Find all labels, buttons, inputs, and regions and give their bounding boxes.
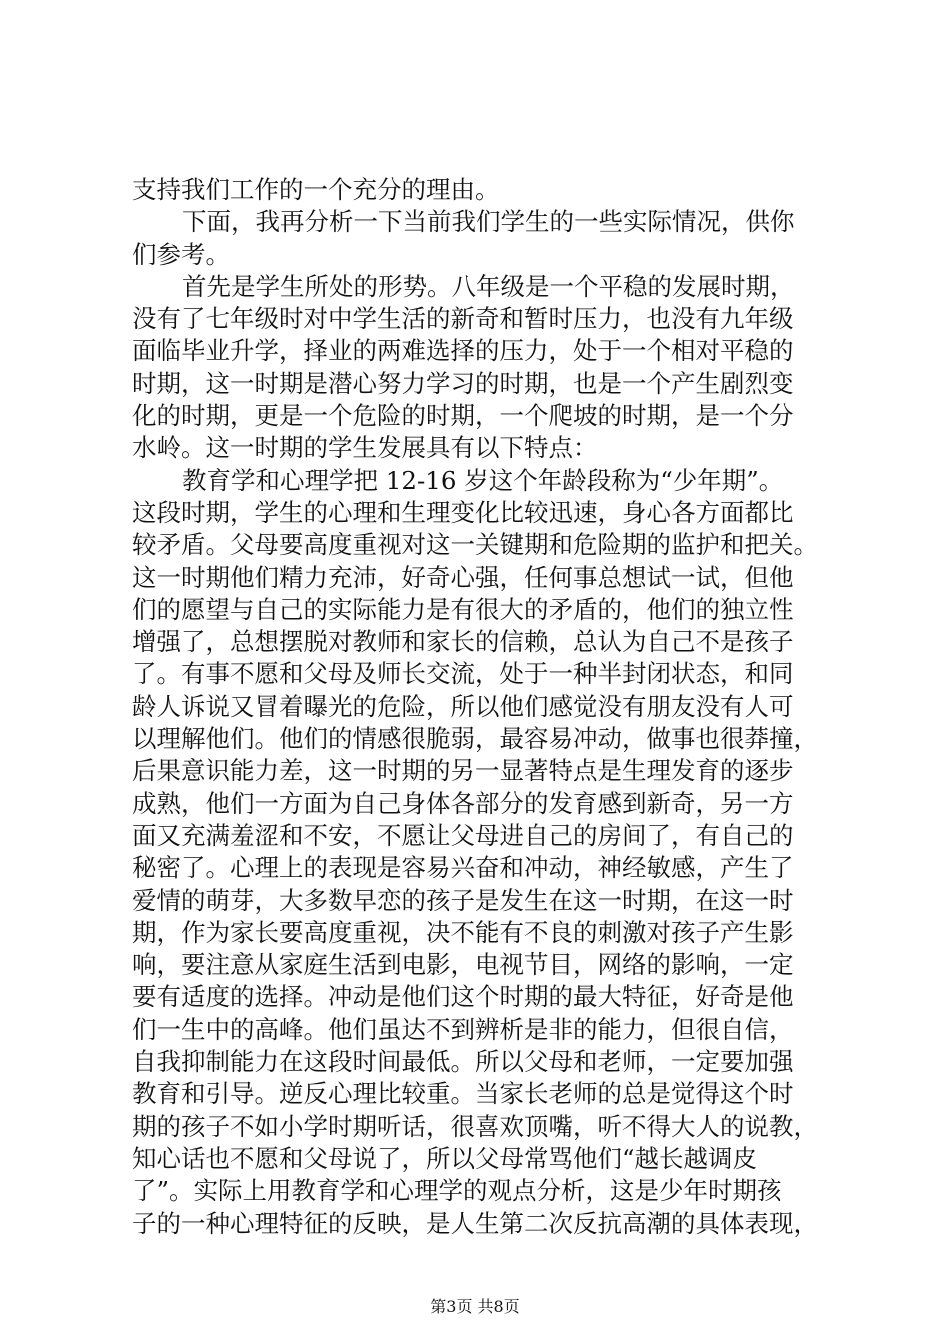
text-line: 水岭。这一时期的学生发展具有以下特点： <box>132 433 598 463</box>
text-line: 教育和引导。逆反心理比较重。当家长老师的总是觉得这个时 <box>132 1079 794 1109</box>
text-line: 响，要注意从家庭生活到电影，电视节目，网络的影响，一定 <box>132 950 794 980</box>
text-line: 这一时期他们精力充沛，好奇心强，任何事总想试一试，但他 <box>132 562 794 592</box>
text-line: 自我抑制能力在这段时间最低。所以父母和老师，一定要加强 <box>132 1047 794 1077</box>
page-footer: 第3页 共8页 <box>430 1297 520 1316</box>
text-line: 支持我们工作的一个充分的理由。 <box>132 175 500 204</box>
text-line: 们参考。 <box>132 239 230 269</box>
text-line: 了”。实际上用教育学和心理学的观点分析，这是少年时期孩 <box>132 1176 782 1206</box>
text-line: 没有了七年级时对中学生活的新奇和暂时压力，也没有九年级 <box>132 304 794 334</box>
text-line: 时期，这一时期是潜心努力学习的时期，也是一个产生剧烈变 <box>132 368 794 398</box>
text-line: 龄人诉说又冒着曝光的危险，所以他们感觉没有朋友没有人可 <box>132 691 794 721</box>
text-line: 期，作为家长要高度重视，决不能有不良的刺激对孩子产生影 <box>132 917 794 947</box>
text-line: 了。有事不愿和父母及师长交流，处于一种半封闭状态，和同 <box>132 659 794 689</box>
text-line: 下面，我再分析一下当前我们学生的一些实际情况，供你 <box>182 207 795 237</box>
text-line: 首先是学生所处的形势。八年级是一个平稳的发展时期， <box>182 271 795 301</box>
text-line: 面临毕业升学，择业的两难选择的压力，处于一个相对平稳的 <box>132 336 794 366</box>
text-line: 秘密了。心理上的表现是容易兴奋和冲动，神经敏感，产生了 <box>132 853 794 883</box>
text-line: 爱情的萌芽，大多数早恋的孩子是发生在这一时期，在这一时 <box>132 885 794 915</box>
body-text <box>132 174 832 1240</box>
text-line: 教育学和心理学把 12-16 岁这个年龄段称为“少年期”。 <box>182 465 784 495</box>
text-line: 们的愿望与自己的实际能力是有很大的矛盾的，他们的独立性 <box>132 594 794 624</box>
text-line: 后果意识能力差，这一时期的另一显著特点是生理发育的逐步 <box>132 756 794 786</box>
text-line: 增强了，总想摆脱对教师和家长的信赖，总认为自己不是孩子 <box>132 627 794 657</box>
text-line: 知心话也不愿和父母说了，所以父母常骂他们“越长越调皮 <box>132 1143 758 1173</box>
text-line: 子的一种心理特征的反映，是人生第二次反抗高潮的具体表现， <box>132 1208 818 1238</box>
text-line: 这段时期，学生的心理和生理变化比较迅速，身心各方面都比 <box>132 497 794 527</box>
text-line: 以理解他们。他们的情感很脆弱，最容易冲动，做事也很莽撞， <box>132 724 818 754</box>
text-line: 化的时期，更是一个危险的时期，一个爬坡的时期，是一个分 <box>132 401 794 431</box>
text-line: 成熟，他们一方面为自己身体各部分的发育感到新奇，另一方 <box>132 788 794 818</box>
text-line: 期的孩子不如小学时期听话，很喜欢顶嘴，听不得大人的说教， <box>132 1111 818 1141</box>
text-line: 们一生中的高峰。他们虽达不到辨析是非的能力，但很自信， <box>132 1014 794 1044</box>
text-line: 面又充满羞涩和不安，不愿让父母进自己的房间了，有自己的 <box>132 820 794 850</box>
text-line: 要有适度的选择。冲动是他们这个时期的最大特征，好奇是他 <box>132 982 794 1012</box>
text-line: 较矛盾。父母要高度重视对这一关键期和危险期的监护和把关。 <box>132 530 818 560</box>
